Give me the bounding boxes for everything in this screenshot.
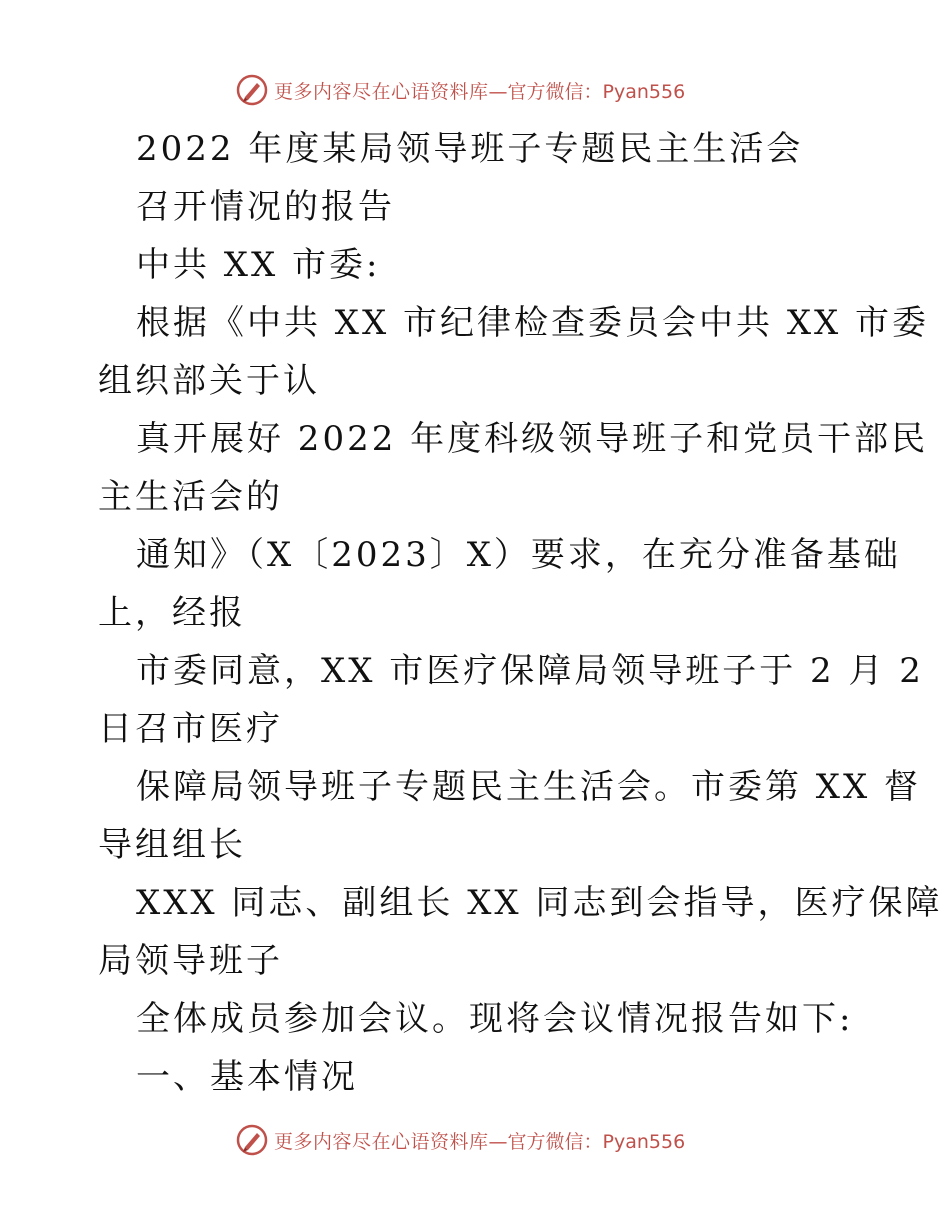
watermark-banner-bottom xyxy=(0,1120,950,1160)
document-line: 一、基本情况 xyxy=(136,1057,358,1097)
document-line: 局领导班子 xyxy=(98,941,283,981)
document-line: 召开情况的报告 xyxy=(136,187,395,227)
document-line: 组织部关于认 xyxy=(98,361,320,401)
document-line: 2022 年度某局领导班子专题民主生活会 xyxy=(136,129,804,169)
document-line: 真开展好 2022 年度科级领导班子和党员干部民 xyxy=(136,419,929,459)
watermark-suffix: —官方微信：Pyan556 xyxy=(488,1130,686,1153)
watermark-banner-top xyxy=(0,70,950,110)
watermark-suffix: —官方微信：Pyan556 xyxy=(488,80,686,103)
document-line: 上，经报 xyxy=(98,593,246,633)
document-line: 中共 XX 市委: xyxy=(136,245,381,285)
document-line: 主生活会的 xyxy=(98,477,283,517)
pen-logo-icon xyxy=(236,1124,268,1156)
watermark-text: 更多内容尽在心语资料库 xyxy=(274,1130,489,1153)
document-line: 市委同意，XX 市医疗保障局领导班子于 2 月 2 xyxy=(136,651,924,691)
document-line: 全体成员参加会议。现将会议情况报告如下: xyxy=(136,999,854,1039)
document-line: 日召市医疗 xyxy=(98,709,283,749)
pen-logo-icon xyxy=(236,74,268,106)
document-line: 导组组长 xyxy=(98,825,246,865)
document-line: 通知》（X〔2023〕X）要求，在充分准备基础 xyxy=(136,535,901,575)
watermark-text: 更多内容尽在心语资料库 xyxy=(274,80,489,103)
document-line: XXX 同志、副组长 XX 同志到会指导，医疗保障 xyxy=(136,883,943,923)
document-line: 保障局领导班子专题民主生活会。市委第 XX 督 xyxy=(136,767,922,807)
document-line: 根据《中共 XX 市纪律检查委员会中共 XX 市委 xyxy=(136,303,930,343)
document-body xyxy=(98,120,943,1106)
